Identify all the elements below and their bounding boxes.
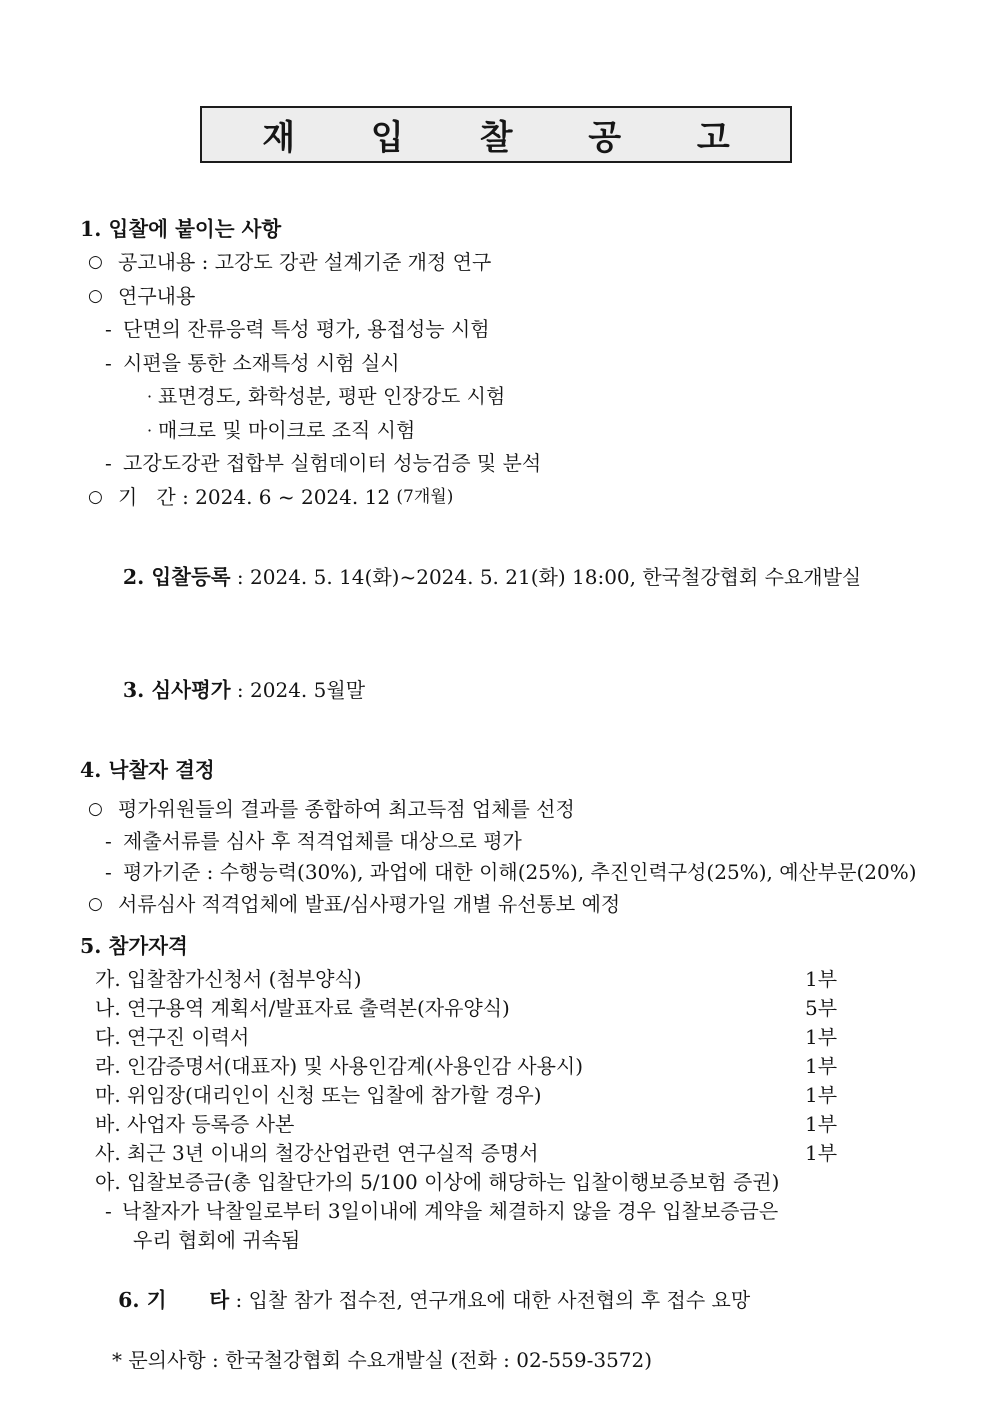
requirement-count: 1부 bbox=[805, 1141, 838, 1165]
item-text: 표면경도, 화학성분, 평판 인장강도 시험 bbox=[158, 384, 506, 408]
section-3-label: 3. 심사평가 bbox=[122, 678, 231, 702]
dash-bullet-icon: - bbox=[105, 317, 112, 341]
dash-bullet-icon: - bbox=[105, 350, 112, 375]
item-text: 연구내용 bbox=[118, 283, 196, 308]
list-item bbox=[105, 313, 952, 347]
section-3-heading bbox=[80, 641, 952, 740]
requirement-label: 사. 최근 3년 이내의 철강산업관련 연구실적 증명서 bbox=[95, 1141, 539, 1165]
requirement-label: 아. 입찰보증금(총 입찰단가의 5/100 이상에 해당하는 입찰이행보증보험 증권) bbox=[95, 1170, 780, 1194]
circle-bullet-icon: ○ bbox=[88, 252, 103, 272]
requirement-list bbox=[80, 965, 952, 1197]
dash-bullet-icon: - bbox=[105, 860, 112, 884]
requirement-label: 다. 연구진 이력서 bbox=[95, 1025, 250, 1049]
requirement-count: 1부 bbox=[805, 1025, 838, 1049]
section-2-heading bbox=[80, 528, 952, 627]
item-text: 평가위원들의 결과를 종합하여 최고득점 업체를 선정 bbox=[118, 797, 575, 821]
list-item bbox=[105, 826, 952, 858]
item-text: 고강도강관 접합부 실험데이터 성능검증 및 분석 bbox=[123, 451, 542, 475]
requirement-row bbox=[95, 1110, 952, 1139]
list-item bbox=[88, 246, 952, 280]
section-2-text: : 2024. 5. 14(화)~2024. 5. 21(화) 18:00, 한국철강협회 수요개발실 bbox=[230, 565, 862, 589]
requirement-label: 라. 인감증명서(대표자) 및 사용인감계(사용인감 사용시) bbox=[95, 1054, 584, 1078]
requirement-count: 1부 bbox=[805, 1054, 838, 1078]
item-text: 매크로 및 마이크로 조직 시험 bbox=[158, 417, 416, 442]
list-item bbox=[147, 414, 952, 448]
item-text: 단면의 잔류응력 특성 평가, 용접성능 시험 bbox=[123, 317, 490, 341]
requirement-row bbox=[95, 1023, 952, 1052]
dash-bullet-icon: - bbox=[105, 1199, 112, 1223]
section-6-heading bbox=[80, 1255, 952, 1345]
requirement-label: 가. 입찰참가신청서 (첨부양식) bbox=[95, 967, 362, 991]
document-title: 재 입 찰 공 고 bbox=[262, 118, 756, 158]
section-4-list bbox=[80, 794, 952, 920]
list-item bbox=[88, 889, 952, 921]
title-box bbox=[200, 106, 792, 163]
section-3-text: : 2024. 5월말 bbox=[230, 678, 366, 702]
section-6-label: 6. 기 타 bbox=[118, 1288, 230, 1312]
list-item bbox=[88, 794, 952, 826]
dot-bullet-icon: · bbox=[147, 420, 153, 440]
section-1-heading: 1. 입찰에 붙이는 사항 bbox=[80, 217, 282, 241]
item-text: 공고내용 : 고강도 강관 설계기준 개정 연구 bbox=[118, 250, 492, 274]
requirement-count: 1부 bbox=[805, 1083, 838, 1107]
requirement-row bbox=[95, 1052, 952, 1081]
section-4-heading: 4. 낙찰자 결정 bbox=[80, 758, 215, 782]
contact-line: * 문의사항 : 한국철강협회 수요개발실 (전화 : 02-559-3572) bbox=[112, 1348, 653, 1372]
section-2-label: 2. 입찰등록 bbox=[122, 565, 231, 589]
requirement-count: 5부 bbox=[805, 996, 838, 1020]
document-body bbox=[0, 213, 992, 1375]
list-item bbox=[88, 481, 952, 515]
item-text: 기 간 : 2024. 6 ~ 2024. 12 bbox=[118, 484, 397, 509]
list-item bbox=[105, 857, 952, 889]
requirement-label: 나. 연구용역 계획서/발표자료 출력본(자유양식) bbox=[95, 996, 510, 1020]
section-6-text: : 입찰 참가 접수전, 연구개요에 대한 사전협의 후 접수 요망 bbox=[229, 1288, 751, 1312]
item-text: 제출서류를 심사 후 적격업체를 대상으로 평가 bbox=[123, 828, 522, 853]
requirement-row bbox=[95, 1168, 952, 1197]
circle-bullet-icon: ○ bbox=[88, 486, 103, 507]
dash-bullet-icon: - bbox=[105, 828, 112, 853]
requirement-label: 바. 사업자 등록증 사본 bbox=[95, 1112, 295, 1136]
requirement-row bbox=[95, 1139, 952, 1168]
item-suffix: (7개월) bbox=[396, 486, 454, 507]
list-item bbox=[147, 380, 952, 414]
item-text: 평가기준 : 수행능력(30%), 과업에 대한 이해(25%), 추진인력구성(25%), 예산부문(20%) bbox=[123, 860, 917, 884]
requirement-label: 마. 위임장(대리인이 신청 또는 입찰에 참가할 경우) bbox=[95, 1083, 542, 1107]
dot-bullet-icon: · bbox=[147, 387, 153, 406]
requirement-count: 1부 bbox=[805, 1112, 838, 1136]
circle-bullet-icon: ○ bbox=[88, 893, 103, 914]
deposit-note-line1 bbox=[105, 1197, 952, 1226]
note-text: 낙찰자가 낙찰일로부터 3일이내에 계약을 체결하지 않을 경우 입찰보증금은 bbox=[122, 1199, 779, 1223]
requirement-count: 1부 bbox=[805, 967, 838, 991]
section-5-heading: 5. 참가자격 bbox=[80, 934, 188, 958]
deposit-note-line2: 우리 협회에 귀속됨 bbox=[133, 1228, 301, 1252]
list-item bbox=[88, 280, 952, 314]
requirement-row bbox=[95, 965, 952, 994]
requirement-row bbox=[95, 994, 952, 1023]
list-item bbox=[105, 347, 952, 381]
dash-bullet-icon: - bbox=[105, 451, 112, 475]
item-text: 서류심사 적격업체에 발표/심사평가일 개별 유선통보 예정 bbox=[118, 891, 621, 916]
requirement-row bbox=[95, 1081, 952, 1110]
circle-bullet-icon: ○ bbox=[88, 285, 103, 306]
list-item bbox=[105, 447, 952, 481]
circle-bullet-icon: ○ bbox=[88, 799, 103, 819]
item-text: 시편을 통한 소재특성 시험 실시 bbox=[123, 350, 400, 375]
